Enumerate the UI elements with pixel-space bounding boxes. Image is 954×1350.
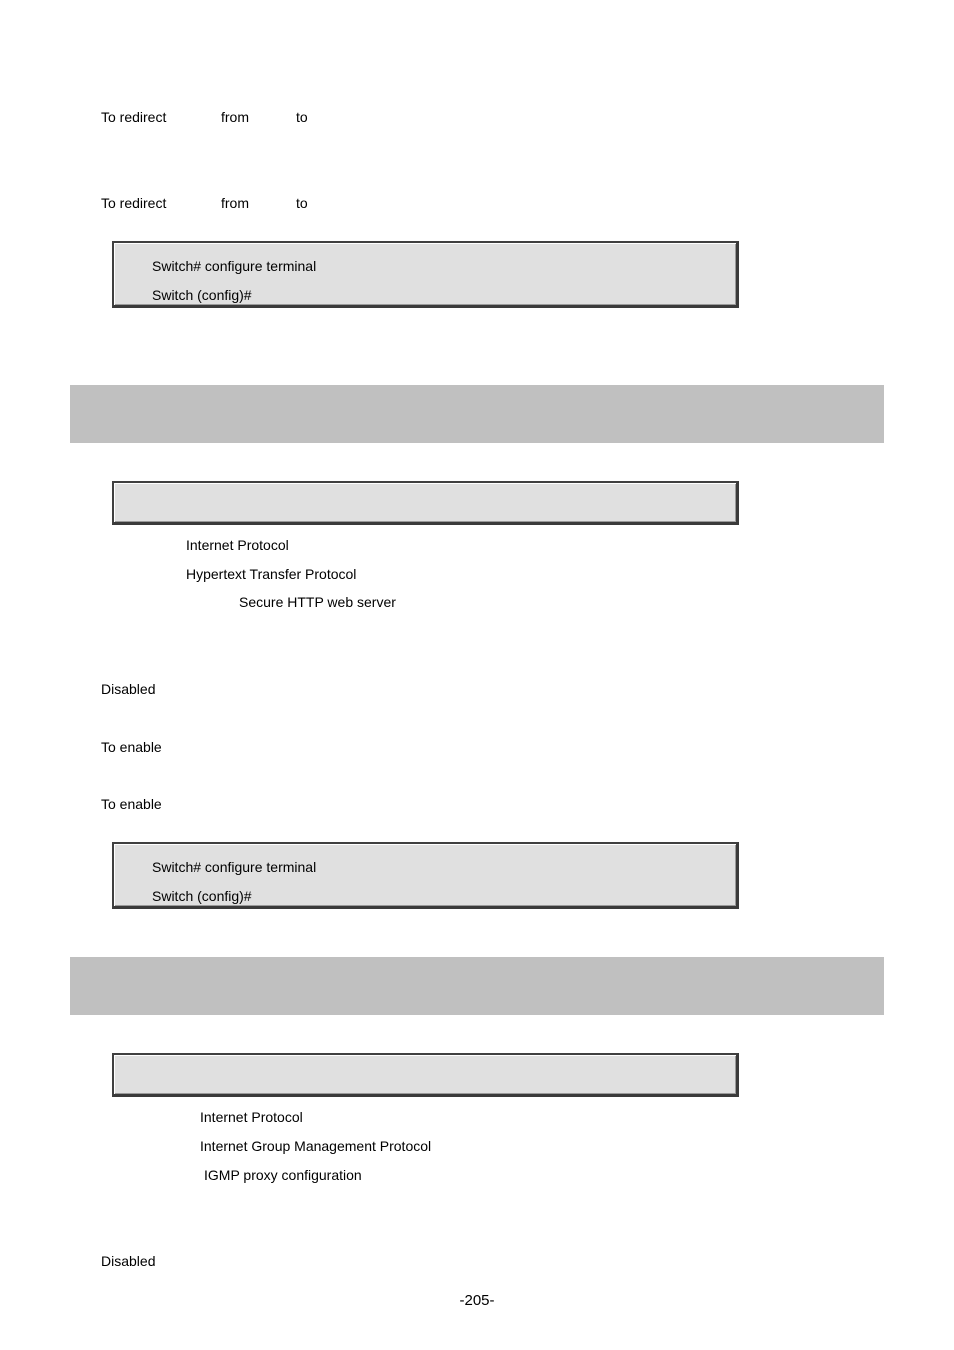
parameter-description: Hypertext Transfer Protocol [186,566,357,582]
usage-line-text: To redirect [101,195,167,211]
command-syntax-box [112,481,739,525]
code-line: Switch# configure terminal [152,258,317,274]
code-line: Switch# configure terminal [152,859,317,875]
usage-line-text: To enable [101,796,162,812]
code-example-box [112,241,739,308]
usage-line-text: To redirect [101,109,167,125]
command-header-band [70,385,884,443]
command-header-band [70,957,884,1015]
parameter-description: Internet Group Management Protocol [200,1138,432,1154]
default-value-text: Disabled [101,1253,156,1269]
usage-line-text: from [221,109,249,125]
usage-line-text: to [296,109,308,125]
command-syntax-box [112,1053,739,1097]
default-value-text: Disabled [101,681,156,697]
page-number: -205- [459,1292,495,1309]
usage-line-text: from [221,195,249,211]
parameter-description: Internet Protocol [186,537,289,553]
code-line: Switch (config)# [152,287,252,303]
usage-line-text: To enable [101,739,162,755]
parameter-description: Internet Protocol [200,1109,303,1125]
code-example-box [112,842,739,909]
parameter-description: IGMP proxy configuration [204,1167,362,1183]
usage-line-text: to [296,195,308,211]
parameter-description: Secure HTTP web server [239,594,396,610]
code-line: Switch (config)# [152,888,252,904]
